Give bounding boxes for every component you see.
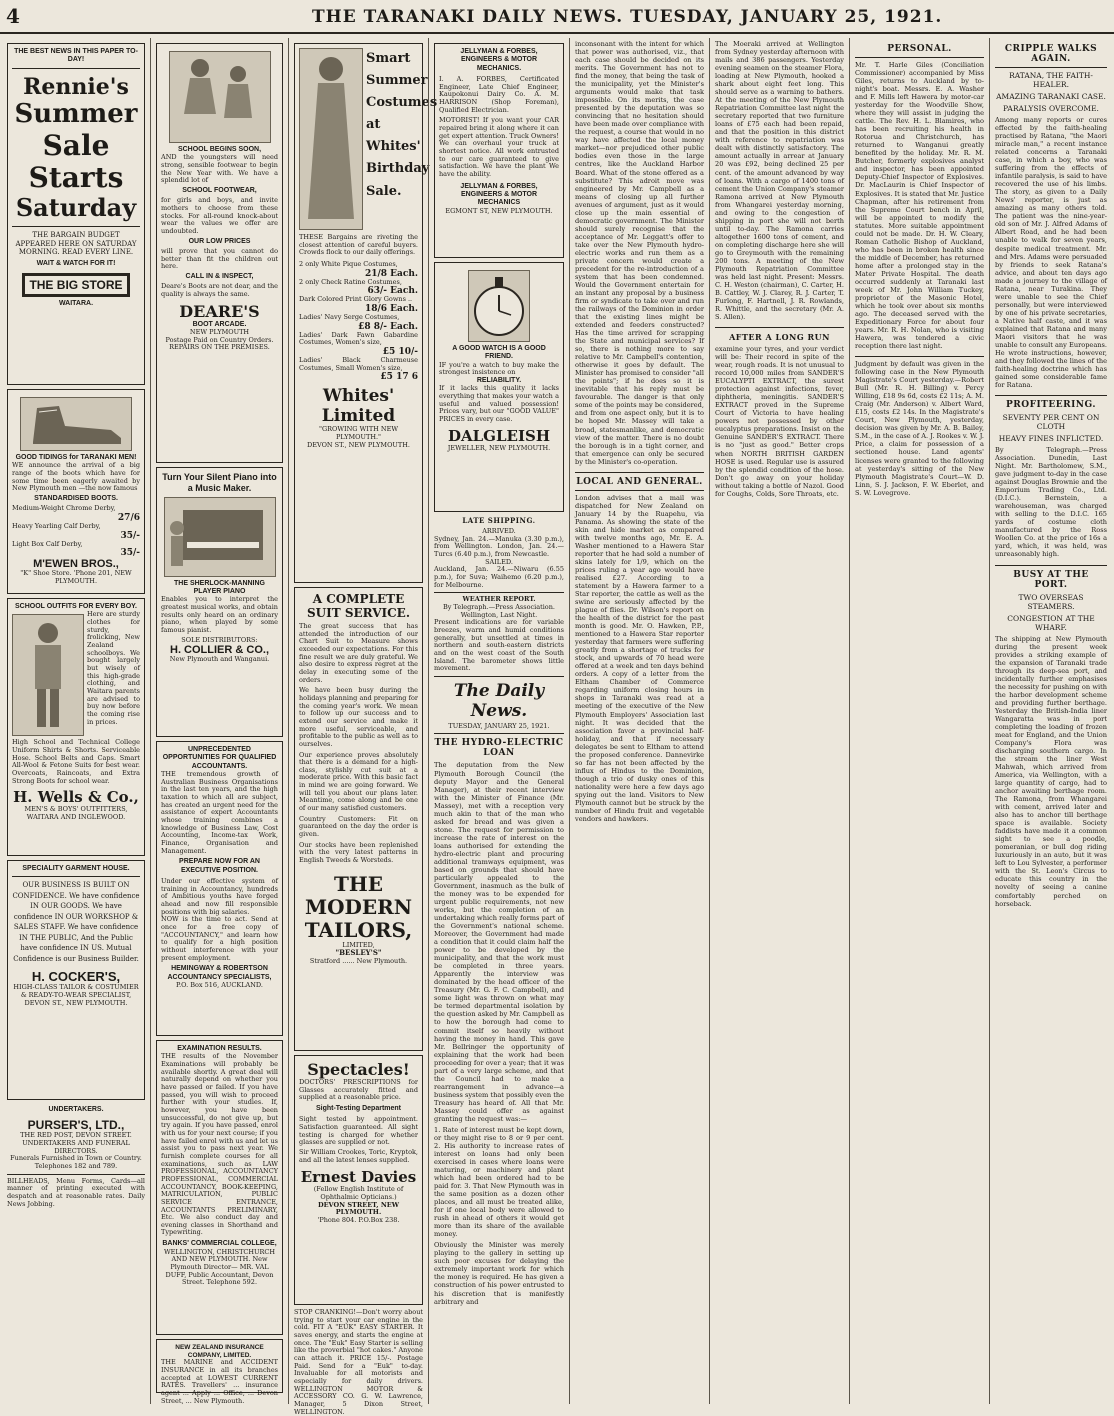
watch-illustration: [468, 270, 530, 342]
shipping-arrived: ARRIVED.: [482, 527, 516, 535]
whites-p2: 63/- Each.: [367, 286, 418, 297]
rennie-line2: Summer: [14, 99, 138, 130]
mcewen-ad: [7, 389, 145, 594]
hydro-continued: inconsonant with the intent for which that power was authorised, viz., that each case should be decided on its merits. The Government has not to find the money, that being the task of the municipality, yet the Minister's arguments would make that task impossible. On its merits, the case presented by the deputation was so convincing that no hesitation should have been made over compliance with the request, a course that would in no way have affected the local money market—nor prejudiced other public bodies even those in the large centres, like the Auckland Harbor Board. What of the stone offered as a substitute? This adroit move was engineered by Mr. Campbell as a means of closing up all further avenues of argument, just as it would close up the main essential of democratic government. The Minister should surely recognise that the acceptance of Mr. Leggatt's offer to take over the New Plymouth hydro-electric works and run them as a private concern would create a precedent for the re-introduction of a system that has been condemned. Would the Government entertain for an instant any proposal by a business firm or syndicate to take over and run the railways of the Dominion in order that the existing lines might be extended and feeders constructed? Has the time arrived for scrapping the State and municipal services? If so, there is nothing more to say relative to Mr. Campbell's contention, otherwise it goes by default. The Minister has promised to consider "all the points"; if he does so it is inevitable that his reply must be favourable. The danger is that only some of the points may be considered, and from one aspect only, but it is to be hoped Mr. Massey will take a broad, statesmanlike, and democratic view of the matter. There is no doubt the borough is in a tight corner, and that emergence can only be secured by the Minister's co-operation.: [575, 40, 704, 466]
spectacles-ad: [294, 1055, 423, 1305]
suit-head: A COMPLETE SUIT SERVICE.: [306, 592, 410, 620]
after-run-head: AFTER A LONG RUN: [729, 332, 830, 343]
jellyman-body: MOTORIST! If you want your CAR repaired bring it along where it can get expert attention. Truck Owners! We can overhaul your truck at shortest notice. All work entrusted to our care guaranteed to give satisfaction. We have the plant We have the ability.: [439, 116, 559, 179]
local-general-body: London advises that a mail was dispatched for New Zealand on January 14 by the Ruapehu, via Panama. As showing the state of the skin and hide market as compared with twelve months ago, Mr. E. A. Washer mentioned to a Hawera Star reporter that he had sold a number of skins lately for 1/9, which on the prices ruling a year ago would have realised £27. According to a statement by a Hawera farmer to a Star reporter, the cattle as well as the swine are seriously affected by the plague of flies. Dr. Wilson's report on the health of the district for the past month is good. Mr. O. Hawken, P.P., mentioned to a Hawera Star reporter yesterday that farmers were suffering greatly from a shortage of trucks for stock, and upwards of 70 head were offered at a week and ten days behind orders. A copy of a letter from the Eltham Chamber of Commerce regarding uniform closing hours in shops in Taranaki was read at a meeting of the executive of the New Plymouth Employers' Association last night. It was decided that the association favor a provincial half-holiday, and that if necessary delegates be sent to Eltham to attend the proposed conference. Dannevirke so far has not been affected by the influx of Hindus to the Dominion, though a trio of dusky ones of this nationality were here a few days ago spying out the land. Visitors to New Plymouth cannot but be struck by the number of Hindu fruit and vegetable vendors and hawkers.: [575, 493, 704, 823]
deare-ad: [156, 43, 283, 463]
hydro-body: The deputation from the New Plymouth Borough Council (the deputy Mayor and the General Manager), at their recent interview with the Minister of Finance (Mr. Massey), met with a reception very much akin to that of the man who asked for bread and was given a stone. The request for permission to increase the rate of interest on the loans authorised for extending the hydro-electric plant and procuring additional tramways equipment, was based on grounds that should have particularly appealed to the Government, inasmuch as the bulk of the money was to be expended for urgent public requirements, not new works, but the completion of an undertaking which really forms part of the Government's national scheme. Moreover, the Government had made a condition that it could claim half the power to be developed by the municipality, and that the work must be completed in three years. Apparently the interview was dominated by the head officer of the Treasury (Mr. G. F. C. Campbell), and some light was thrown on what may be termed departmental isolation by the question asked by Mr. Campbell as to how the borough had come to commit itself so heavily without having the money in hand. This gave Mr. Bellringer the opportunity of explaining that the work had been proceeding for over a year; that it was part of a very large scheme, and that the Council had to make a rearrangement in advance—a business system that possibly even the Treasury has heard of. All that Mr. Massey could offer as against granting the request was:—: [434, 761, 564, 1123]
insurance-head: NEW ZEALAND INSURANCE COMPANY, LIMITED.: [175, 1344, 264, 1359]
mcewen-l3: Light Box Calf Derby,: [12, 539, 83, 548]
cripple-sub3: PARALYSIS OVERCOME.: [1003, 104, 1099, 113]
suit-body4: Country Customers: Fit on guaranteed on the day the order is given.: [299, 814, 418, 839]
column-6: [709, 38, 849, 1404]
whites-i1: 2 only White Pique Costumes,: [299, 259, 398, 268]
jellyman-staff: I. A. FORBES, Certificated Engineer, Late Chief Engineer, Kaupokonui Dairy Co. A. M. HARRISON (Shop Foreman), Qualified Electrician.: [439, 75, 559, 114]
profiteering-head: PROFITEERING.: [1005, 400, 1097, 411]
suit-name: THE MODERN TAILORS,: [304, 871, 413, 942]
wells-sub: MEN'S & BOYS' OUTFITTERS, WAITARA AND INGLEWOOD.: [24, 805, 128, 821]
column-1: [2, 38, 150, 1404]
exam-head: EXAMINATION RESULTS.: [177, 1045, 262, 1052]
boy-illustration: [12, 614, 84, 736]
billheads: BILLHEADS, Menu Forms, Cards—all manner of printing executed with despatch and at reasonable rates. Daily News Jobbing.: [7, 1176, 145, 1208]
deare-addr2: Postage Paid on Country Orders. REPAIRS ON THE PREMISES.: [165, 335, 274, 352]
whites-i3: Dark Colored Print Glory Gowns ..: [299, 295, 413, 304]
dalgleish-body2: If it lacks this quality it lacks everything that makes your watch a useful and valued possession! Prices vary, but our "GOOD VALUE" PRICES in every case.: [439, 384, 559, 424]
spectacles-fellow: (Fellow English Institute of Ophthalmic Opticians.): [313, 1185, 404, 1201]
port-sub2: CONGESTION AT THE WHARF.: [1007, 613, 1095, 632]
collier-name: H. COLLIER & CO.,: [170, 644, 269, 657]
dalgleish-rel: RELIABILITY.: [476, 377, 522, 385]
whites-p5: £5 10/-: [382, 346, 418, 357]
newspaper-title: THE TARANAKI DAILY NEWS. TUESDAY, JANUARY 25, 1921.: [312, 7, 943, 27]
undertakers-l2: UNDERTAKERS AND FUNERAL DIRECTORS.: [22, 1139, 130, 1155]
spectacles-sub: Sight-Testing Department: [315, 1104, 402, 1112]
profiteering-body: By Telegraph.—Press Association. Dunedin, Last Night. Mr. Bartholomew, S.M., gave judgment to-day in the case against Douglas Brownie and the Emporium Trading Co., Ltd. (D.I.C.). Bernstein, a warehouseman, was charged with selling to the D.I.C. 165 yards of costume cloth manufactured by the Ross Woollen Co. at the price of 16s a yard, which, it was held, was unreasonably high.: [995, 446, 1107, 559]
hydro-end: Obviously the Minister was merely playing to the gallery in setting up such poor excuses for delaying the extremely important work for which the money is required. He has given a construction of his power entrusted to his discretion that is manifestly arbitrary and: [434, 1241, 564, 1306]
column-5: [569, 38, 709, 1404]
mcewen-addr: "K" Shoe Store. 'Phone 201, NEW PLYMOUTH.: [20, 569, 132, 586]
deare-arcade: BOOT ARCADE.: [192, 320, 247, 328]
deare-call: CALL IN & INSPECT,: [185, 273, 254, 281]
spectacles-body2: Sir William Crookes, Toric, Kryptok, and all the latest lenses supplied.: [299, 1147, 418, 1164]
personal-head: PERSONAL.: [887, 44, 952, 54]
shipping-sailed: SAILED.: [485, 557, 513, 566]
lady-illustration: [299, 48, 363, 230]
collier-dist: SOLE DISTRIBUTORS:: [181, 635, 258, 644]
deare-low: OUR LOW PRICES: [188, 237, 251, 245]
dalgleish-body: IF you're a watch to buy make the strongest insistence on: [439, 360, 559, 377]
cripple-sub1: RATANA, THE FAITH-HEALER.: [1009, 71, 1093, 89]
port-head: BUSY AT THE PORT.: [1013, 569, 1089, 590]
wells-head: SCHOOL OUTFITS FOR EVERY BOY.: [15, 603, 137, 610]
profiteering-sub2: HEAVY FINES INFLICTED.: [998, 434, 1104, 444]
whites-name: Whites' Limited: [321, 386, 396, 427]
whites-p6: £5 17 6: [380, 372, 418, 383]
mcewen-l2: Heavy Yearling Calf Derby,: [12, 522, 101, 531]
stop-cranking-ad: STOP CRANKING!—Don't worry about trying to start your car engine in the cold. FIT A "EUK" EASY STARTER. It saves energy, and starts the engine at once. The "Euk" Easy Starter is selling like the proverbial "hot cakes." Anyone can attach it. PRICE 15/-. Postage Paid. Send for a "Euk" to-day. Invaluable for all motorists and especially for daily drivers. WELLINGTON MOTOR & ACCESSORY CO. G. W. Lawrence, Manager, 5 Dixon Street, WELLINGTON.: [294, 1308, 423, 1416]
column-3: [288, 38, 438, 1416]
deare-body3: will prove that you cannot do better than fit the children out here.: [161, 247, 278, 271]
collier-body: Enables you to interpret the greatest musical works, and obtain results only heard on an ordinary piano, when played by some famous pianist.: [161, 595, 278, 634]
undertakers-name: PURSER'S, LTD.,: [27, 1118, 125, 1133]
cripple-head: CRIPPLE WALKS AGAIN.: [1004, 44, 1098, 64]
port-body: The shipping at New Plymouth during the present week provides a striking example of the expansion of Taranaki trade through its deep-sea port, and incidentally further emphasises the necessity for pushing on with the harbor development scheme and providing further berthage. Yesterday the British-India liner Wangaratta was in port completing the loading of frozen meat for England, and the Union Company's Flora was discharging southern cargo. In the stream the liner West Mahwah, which arrived from America, via Wellington, with a large quantity of cargo, had to anchor awaiting berthage room. The Ramona, from Whangarei with cement, arrived later and also has to anchor till berthage space is available. Society faddists have made it a common sight to see a poodle, pomeranian, or bull dog riding luxuriously in an auto, but it was left to Lou Sylvester, a performer with the St. Leon's Circus to educate this country in the novelty of seeing a canine comfortably perched on horseback.: [995, 634, 1107, 908]
column-7: [849, 38, 989, 1404]
whites-p1: 21/8 Each.: [364, 268, 418, 279]
school-girl-illustration: [169, 51, 271, 143]
collier-ad: [156, 467, 283, 737]
jellyman-ad: [434, 43, 564, 258]
suit-body3: Our experience proves absolutely that there is a demand for a high-class, stylishly cut suit at a moderate price. With this basic fact in mind we are going forward. We will tell you about our plans later. Meantime, come along and be one of our many satisfied customers.: [299, 750, 418, 813]
spectacles-name: Ernest Davies: [300, 1168, 417, 1187]
mcewen-p3: 35/-: [120, 548, 140, 559]
deare-name: DEARE'S: [179, 301, 260, 321]
column-8: [989, 38, 1112, 1404]
rennie-top: THE BEST NEWS IN THIS PAPER TO-DAY!: [14, 48, 138, 64]
after-run-body: examine your tyres, and your verdict will be: Their record in spite of the wear, rough roads. It is not unusual to record 10,000 miles from SANDER'S EUCALYPTI EXTRACT, the surest protection against infections, fever, diphtheria, meningitis. SANDER'S EXTRACT proved in the Supreme Court of Victoria to have healing powers not possessed by other eucalyptus preparations. Insist on the Genuine SANDER'S EXTRACT. There is no "just as good." Better crops when NORTH BRITISH GARDEN HOSE is used. Regular use is assured by the splendid condition of the hose. Don't go away on your holiday without taking a bottle of Nazol. Good for Coughs, Colds, Sore Throats, etc.: [715, 345, 844, 498]
mcewen-body: WE announce the arrival of a big range of the boots which have for some time been eagerly awaited by New Plymouth men —the now famous: [12, 461, 140, 493]
jellyman-head: JELLYMAN & FORBES, ENGINEERS & MOTOR MECHANICS.: [460, 48, 538, 72]
suit-addr: Stratford ...... New Plymouth.: [309, 956, 408, 965]
spectacles-head: Spectacles!: [307, 1060, 410, 1079]
deare-head: SCHOOL BEGINS SOON,: [177, 146, 262, 153]
spectacles-docs: DOCTORS' PRESCRIPTIONS for Glasses accurately fitted and supplied at a reasonable price.: [299, 1078, 418, 1102]
hydro-head: THE HYDRO-ELECTRIC LOAN: [434, 738, 564, 759]
insurance-body: THE MARINE and ACCIDENT INSURANCE in all its branches accepted at LOWEST CURRENT RATES. Travellers' ... insurance agent ... Apply ... Office, ... Devon Street, ... New Plymouth.: [161, 1358, 278, 1405]
wells-body: Here are sturdy clothes for sturdy, frolicking, New Zealand schoolboys. We bought largely but wisely of this high-grade clothing, and Waitara parents are advised to buy now before the coming rise in prices.: [87, 610, 140, 726]
hydro-list: 1. Rate of interest must be kept down, or they might rise to 8 or 9 per cent. 2. His authority to increase rates of interest on loans had only been exercised in cases where loans were maturing, or machinery and plant which had been ordered had to be paid for. 3. That New Plymouth was in the same position as a dozen other places, and all must be treated alike, for if one local body were allowed to rush in ahead of others it would get more than its share of the available money.: [434, 1125, 564, 1239]
undertakers-l1: THE RED POST, DEVON STREET.: [20, 1131, 132, 1140]
jellyman-addr: EGMONT ST, NEW PLYMOUTH.: [445, 206, 553, 215]
rennie-ad: [7, 43, 145, 385]
cripple-sub2: AMAZING TARANAKI CASE.: [996, 92, 1106, 101]
cocker-sub: HIGH-CLASS TAILOR & COSTUMIER & READY-TO-WEAR SPECIALIST, DEVON ST., NEW PLYMOUTH.: [13, 983, 139, 1007]
dalgleish-sub: JEWELLER, NEW PLYMOUTH.: [447, 443, 551, 452]
mcewen-name: M'EWEN BROS.,: [33, 558, 119, 571]
mcewen-l1: Medium-Weight Chrome Derby,: [12, 504, 116, 513]
column-2: [150, 38, 288, 1404]
whites-i4: Ladies' Navy Serge Costumes,: [299, 312, 400, 321]
undertakers-l3: Funerals Furnished in Town or Country. Telephones 182 and 789.: [10, 1154, 142, 1171]
suit-body2: We have been busy during the holidays planning and preparing for the coming year's work. We mean to follow up our success and to extend our service and make it more useful, serviceable, and profitable to the public as well as to ourselves.: [299, 686, 418, 748]
wells-ad: [7, 598, 145, 856]
hemingway-body: THE tremendous growth of Australian Business Organisations in the last ten years, and the high taxation to which all are subject, has created an urgent need for the assistance of expert Accountants whose training combines a knowledge of Business Law, Cost Accounting, Income-tax Work, Finance, Organisation and Management.: [161, 770, 278, 855]
whites-head: Smart Summer Costumes at Whites' Birthday Sale.: [366, 51, 438, 199]
collier-addr: New Plymouth and Wanganui.: [169, 655, 270, 664]
rennie-line3: Sale: [42, 128, 110, 162]
whites-i5: Ladies' Dark Fawn Gabardine Costumes, Women's size,: [299, 330, 418, 347]
deare-body: AND the youngsters will need strong, sensible footwear to begin the New Year with. We have a splendid lot of: [161, 153, 278, 185]
whites-p4: £8 8/- Each.: [358, 321, 418, 332]
undertakers-head: UNDERTAKERS.: [48, 1106, 104, 1113]
exam-body: THE results of the November Examinations will probably be available shortly. A great deal will naturally depend on whether you have passed or failed. If you have passed, you will wish to proceed further with your studies. If, however, you have been unsuccessful, do not give up, but try again. If you have passed, enrol with us for your next course; if you have failed enrol with us and let us assist you to pass next year. We furnish complete courses for all examinations, such as LAW PROFESSIONAL, ACCOUNTANCY PROFESSIONAL, COMMERCIAL ACCOUNTANCY, BOOK-KEEPING, MATRICULATION, PUBLIC SERVICE ENTRANCE, ACCOUNTANTS PRELIMINARY, Etc. We also conduct day and evening classes in Shorthand and Typewriting.: [161, 1052, 278, 1237]
deare-sub: SCHOOL FOOTWEAR,: [182, 187, 257, 195]
rennie-bargain: THE BARGAIN BUDGET APPEARED HERE ON SATURDAY MORNING. READ EVERY LINE.: [15, 231, 137, 256]
whites-i6: Ladies' Black Charmeuse Costumes, Small Women's size,: [299, 355, 418, 372]
suit-besley: "BESLEY'S": [335, 948, 382, 958]
page-number: 4: [6, 4, 20, 28]
whites-p3: 18/6 Each.: [364, 303, 418, 314]
hemingway-ad: [156, 741, 283, 1036]
whites-i2: 2 only Check Ratine Costumes,: [299, 277, 402, 286]
big-store-logo: THE BIG STORE: [22, 273, 129, 297]
shipping-head: LATE SHIPPING.: [462, 516, 536, 525]
mcewen-boot: STANDARDISED BOOTS.: [34, 495, 118, 503]
cocker-head: SPECIALITY GARMENT HOUSE.: [22, 865, 130, 872]
boot-illustration: [20, 397, 132, 451]
cocker-body: OUR BUSINESS IS BUILT ON CONFIDENCE. We have confidence IN OUR GOODS. We have confidence IN OUR WORKSHOP & SALES STAFF. We have confidence IN THE PUBLIC, And the Public have confidence IN US. Mutual Confidence is our Business Builder.: [12, 881, 140, 963]
collier-head: Turn Your Silent Piano into a Music Maker.: [162, 472, 277, 493]
hemingway-head: UNPRECEDENTED OPPORTUNITIES FOR QUALIFIED ACCOUNTANTS.: [162, 746, 277, 770]
whites-motto: "GROWING WITH NEW PLYMOUTH.": [318, 425, 399, 441]
masthead: [0, 0, 1114, 34]
deare-body4: Deare's Boots are not dear, and the quality is always the same.: [161, 282, 278, 299]
rennie-wait: WAIT & WATCH FOR IT!: [36, 260, 116, 268]
personal-body: Mr. T. Harle Giles (Conciliation Commissioner) accompanied by Miss Giles, returns to Auckland by to-night's boat. Messrs. E. A. Washer and F. Mills left Hawera by motor-car yesterday for the Woodville Show, where they will assist in judging the cattle. The Rev. H. L. Blamires, who has been recruiting his health in Rotorua and Christchurch, has returned to Wanganui greatly benefited by the holiday. Mr. R. M. Butcher, formerly explosives analyst and inspector, has been appointed Deputy-Chief Inspector of Explosives. Dr. MacLaurin is Chief Inspector of Explosives. It is stated that Mr. Justice Chapman, after his retirement from the Supreme Court bench in April, will be appointed to modify the statutes. More suitable appointment could not be made. Dr. H. W. Cleary, Roman Catholic Bishop of Auckland, who has been in broken health since the middle of December, has returned home after a prolonged stay in the Mater Private Hospital. The death occurred suddenly at Taranaki last week of Mr. John William Tuckey, proprietor of the Masonic Hotel, which he took over about six months ago. The deceased served with the Expeditionary Force for about four years. Mr. R. H. Nolan, who is visiting Hawera, was tendered a civic reception there last night.: [855, 61, 984, 351]
hemingway-body3: NOW is the time to act. Send at once for a free copy of "ACCOUNTANCY," and learn how to qualify for a high position without interference with your present employment.: [161, 915, 278, 962]
hemingway-sub: PREPARE NOW FOR AN EXECUTIVE POSITION.: [179, 858, 260, 874]
column-4: [428, 38, 569, 1404]
suit-body: The great success that has attended the introduction of our Chart Suit to Measure shows exceeded our expectations. For this fine result we are duly grateful. We also desire to express regret at the delay in executing some of the orders.: [299, 622, 418, 684]
spectacles-body: Sight tested by appointment. Satisfaction guaranteed. All sight testing is charged for whether glasses are supplied or not.: [299, 1115, 418, 1147]
profiteering-sub1: SEVENTY PER CENT ON CLOTH: [1002, 413, 1100, 432]
piano-illustration: [164, 497, 276, 577]
hemingway-body2: Under our effective system of training in Accountancy, hundreds of Ambitious youths have forged ahead and now fill responsible positions with big salaries.: [161, 877, 278, 916]
mcewen-p1: 27/6: [117, 513, 140, 524]
spectacles-phone: 'Phone 804. P.O.Box 238.: [317, 1215, 400, 1224]
rennie-line5: Saturday: [15, 193, 137, 223]
suit-body5: Our stocks have been replenished with the very latest patterns in English Tweeds & Worsteds.: [299, 840, 418, 865]
rennie-name: Rennie's: [23, 73, 129, 100]
editorial-date: TUESDAY, JANUARY 25, 1921.: [448, 721, 550, 730]
weather-body: Present indications are for variable breezes, warm and humid conditions generally, but unsettled at times in northern and south-eastern districts and on the west coast of the South Island. The barometer shows little movement.: [434, 618, 564, 673]
rennie-town: WAITARA.: [58, 299, 94, 307]
news-items: The Moeraki arrived at Wellington from Sydney yesterday afternoon with mails and 386 passengers. Yesterday evening seamen on the steamer Flora, loading at New Plymouth, hooked a shark about eight feet long. This should serve as a warning to bathers. At the meeting of the New Plymouth Repatriation Committee last night the secretary reported that two furniture loans of £75 each had been repaid, and that the position in this district with reference to repatriation was dealt with distinctly satisfactory. The amount actually in arrear at January 20 was £92, being declined 25 per cent. of the amount advanced by way of loans. With a cargo of 1400 tons of cement the Union Company's steamer Ramona arrived at New Plymouth from Whangarei yesterday morning, and owing to the congestion of shipping in port she will not berth until to-day. The Ramona carries altogether 1600 tons of cement, and on completing discharge here she will go to Greymouth with the remaining 200 tons. A meeting of the New Plymouth Repatriation Committee was held last night. Present: Messrs. C. H. Weston (chairman), C. Carter, H. B. Cattley, W. J. Clarey, R. J. Carter, T. Furlong, F. Hartnell, J. R. Rowlands, R. Whittle, and the secretary (Mr. A. S. Allen).: [715, 40, 844, 322]
deare-body2: for girls and boys, and invite mothers to choose from these stocks. For all-round knock-about wear the values we offer are undoubted.: [161, 196, 278, 236]
suit-ltd: LIMITED,: [342, 940, 375, 949]
jellyman-name: JELLYMAN & FORBES, ENGINEERS & MOTOR MECHANICS: [460, 182, 538, 207]
cocker-ad: [7, 860, 145, 1100]
dalgleish-ad: [434, 262, 564, 512]
exam-name: BANKS' COMMERCIAL COLLEGE,: [162, 1240, 277, 1248]
port-sub1: TWO OVERSEAS STEAMERS.: [1018, 592, 1084, 611]
wells-name: H. Wells & Co.,: [13, 788, 139, 807]
exam-addr: WELLINGTON, CHRISTCHURCH AND NEW PLYMOUTH. New Plymouth Director— MR. VAL DUFF, Public Accountant, Devon Street. Telephone 592.: [163, 1247, 276, 1287]
court-body: Judgment by default was given in the following case in the New Plymouth Magistrate's Court yesterday.—Robert Bull (Mr. R. H. Billing) v. Percy Willing, £18 9s 6d, costs £2 11s; A. M. Craig (Mr. Anderson) v. Albert Ward, £15, costs £2 14s. In the Magistrate's Court, New Plymouth, yesterday, decision was given by Mr. A. B. Bailey, S.M., in the case of A. J. Rookes v. W. J. Price, a claim for possession of a sectioned house. Land agents' licenses were granted to the following at yesterday's sitting of the New Plymouth Magistrate's Court—W. D. Linn, S. J. Jackson, F. W. Eberlet, and S. W. Lovegrove.: [855, 360, 985, 497]
whites-intro: THESE Bargains are riveting the closest attention of careful buyers. Crowds flock to our daily offerings.: [299, 233, 418, 257]
collier-label: THE SHERLOCK-MANNING PLAYER PIANO: [174, 579, 265, 595]
hemingway-name: HEMINGWAY & ROBERTSON ACCOUNTANCY SPECIALISTS,: [167, 965, 272, 981]
whites-ad: [294, 43, 438, 583]
weather-by: By Telegraph.—Press Association. Wellington, Last Night.: [443, 602, 555, 619]
rennie-line4: Starts: [28, 161, 124, 195]
cripple-body: Among many reports or cures effected by the faith-healing practised by Ratana, "the Maori miracle man," a recent instance related concerns a Taranaki case, in which a boy, who was suffering from the effects of infantile paralysis, is said to have recovered the use of his limbs. The story, as given to a Daily News' reporter, is just as amazing as many others told. The patient was the nine-year-old son of Mr. J. Alfred Adams of Albert Road, and he had been unable to walk for seven years, despite medical treatment. Mr. and Mrs. Adams were persuaded by friends to seek Ratana's advice, and about ten days ago made a journey to the village of Ratana, near Turakina. They were unable to see the Chief personally, but were interviewed by one of his private secretaries, a Native half caste, and it was explained that Ratana and many Maori visitors that he was unable to consult any Europeans. He wrote instructions, however, and they followed the lines of the faith-healing doctrine which has gained some considerable fame for Ratana.: [995, 116, 1107, 390]
wells-list: High School and Technical College Uniform Shirts & Shorts. Serviceable Hose. School Belts and Caps. Smart All-Wool & Fetone Suits for best wear. Overcoats, Raincoats, and Extra Strong Boots for school wear.: [12, 738, 140, 785]
mcewen-head: GOOD TIDINGS for TARANAKI MEN!: [15, 454, 137, 461]
dalgleish-head: A GOOD WATCH IS A GOOD FRIEND.: [452, 345, 546, 361]
hemingway-addr: P.O. Box 516, AUCKLAND.: [176, 981, 263, 990]
shipping-arr-body: Sydney, Jan. 24.—Manuka (3.30 p.m.), from Wellington. London, Jan. 24.—Turcs (6.40 p.m.), from Newcastle.: [434, 534, 564, 558]
weather-head: WEATHER REPORT.: [462, 595, 536, 604]
mcewen-p2: 35/-: [120, 530, 140, 541]
local-general-head: LOCAL AND GENERAL.: [576, 476, 703, 487]
whites-addr: DEVON ST., NEW PLYMOUTH.: [307, 440, 410, 449]
exam-ad: [156, 1040, 283, 1335]
deare-addr: NEW PLYMOUTH: [189, 328, 250, 337]
insurance-ad: [156, 1339, 283, 1405]
daily-news-masthead: The Daily News.: [453, 680, 545, 721]
cocker-name: H. COCKER'S,: [31, 969, 121, 985]
dalgleish-name: DALGLEISH: [447, 426, 550, 445]
shipping-sail-body: Auckland, Jan. 24.—Niwaru (6.55 p.m.), for Suva; Waihemo (6.20 p.m.), for Melbourne.: [434, 565, 564, 589]
suit-ad: [294, 587, 423, 1051]
spectacles-addr: DEVON STREET, NEW PLYMOUTH.: [317, 1200, 400, 1217]
